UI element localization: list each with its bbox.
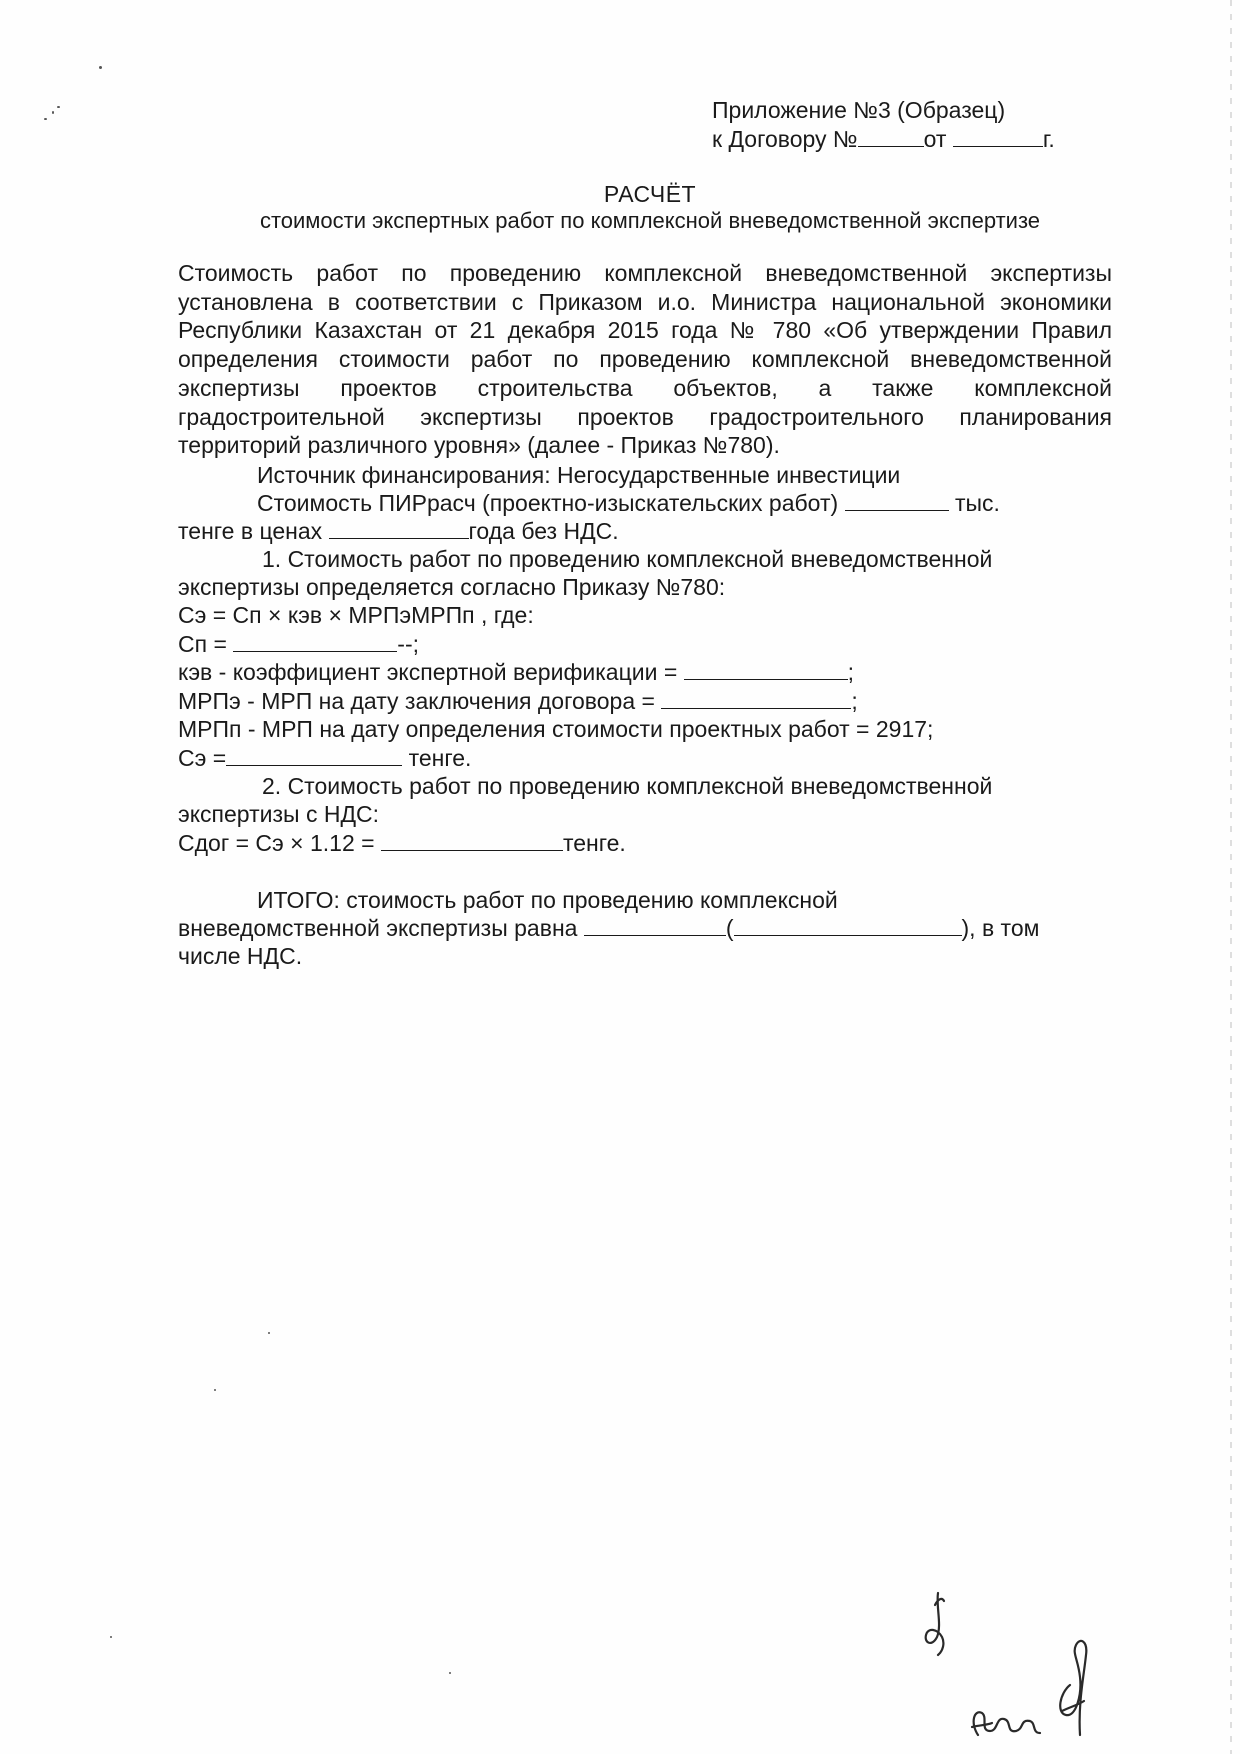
price-year-label: тенге в ценах <box>178 518 323 544</box>
pir-cost-label: Стоимость ПИРрасч (проектно-изыскательских работ) <box>257 490 839 516</box>
total-amount-label: вневедомственной экспертизы равна <box>178 915 578 941</box>
total-amount-line <box>178 914 1039 942</box>
scan-speck <box>57 106 60 108</box>
se-line <box>178 744 471 772</box>
pir-cost-unit: тыс. <box>954 490 1000 516</box>
scan-speck <box>110 1636 112 1638</box>
contract-reference-from: от <box>923 126 947 152</box>
pir-cost-blank <box>845 490 949 511</box>
contract-date-blank <box>953 126 1043 147</box>
kev-blank <box>684 659 848 680</box>
mrpe-suffix: ; <box>851 688 858 714</box>
appendix-title: Приложение №3 (Образец) <box>712 97 1006 123</box>
section-2-heading: 2. Стоимость работ по проведению комплексной вневедомственной <box>262 773 993 799</box>
contract-cost-label: Сдог = Сэ × 1.12 = <box>178 830 375 856</box>
appendix-header <box>712 96 1055 154</box>
total-words-open: ( <box>725 915 734 941</box>
contract-cost-blank <box>381 830 563 851</box>
sp-line <box>178 630 419 658</box>
mrpe-label: МРПэ - МРП на дату заключения договора = <box>178 688 655 714</box>
funding-source: Источник финансирования: Негосударственные инвестиции <box>257 462 901 488</box>
se-label: Сэ = <box>178 745 227 771</box>
sp-label: Сп = <box>178 631 227 657</box>
scan-speck <box>99 66 102 69</box>
section-1-heading: 1. Стоимость работ по проведению комплексной вневедомственной <box>262 546 993 572</box>
kev-label: кэв - коэффициент экспертной верификации = <box>178 659 678 685</box>
scan-speck <box>268 1332 270 1334</box>
se-unit: тенге. <box>408 745 472 771</box>
section-2-heading-cont: экспертизы с НДС: <box>178 801 380 827</box>
contract-reference <box>712 125 1055 154</box>
sp-blank <box>233 631 397 652</box>
kev-line <box>178 658 854 686</box>
document-subtitle: стоимости экспертных работ по комплексной вневедомственной экспертизе <box>259 208 1041 233</box>
scan-speck <box>449 1672 451 1674</box>
section-1-heading-cont: экспертизы определяется согласно Приказу №780: <box>178 574 726 600</box>
document-title: РАСЧЁТ <box>603 181 697 207</box>
total-vat-note: числе НДС. <box>178 943 303 969</box>
scan-speck <box>44 118 47 120</box>
pir-cost-line <box>257 489 1000 517</box>
total-words-close: ), в том <box>961 915 1040 941</box>
se-blank <box>226 745 402 766</box>
total-words-blank <box>734 915 962 936</box>
contract-cost-line <box>178 829 626 857</box>
price-year-suffix: года без НДС. <box>468 518 619 544</box>
scan-speck <box>52 111 54 114</box>
contract-cost-unit: тенге. <box>562 830 626 856</box>
contract-reference-prefix: к Договору № <box>712 126 858 152</box>
price-year-line <box>178 517 619 545</box>
contract-number-blank <box>858 126 924 147</box>
mrpe-blank <box>661 688 851 709</box>
scan-edge <box>1230 0 1232 1754</box>
handwritten-signature <box>920 1585 1120 1745</box>
sp-suffix: --; <box>397 631 419 657</box>
mrpp-line: МРПп - МРП на дату определения стоимости проектных работ = 2917; <box>178 716 934 742</box>
intro-paragraph: Стоимость работ по проведению комплексной вневедомственной экспертизы установлена в соответствии с Приказом и.о. Министра национальной экономики Республики Казахстан от 21 декабря 2015 года № 780 «Об утверждении Правил определения стоимости работ по проведению комплексной вневедомственной экспертизы проектов строительства объектов, а также комплексной градостроительной экспертизы проектов градостроительного планирования территорий различного уровня» (далее - Приказ №780). <box>178 260 1112 459</box>
kev-suffix: ; <box>847 659 855 685</box>
mrpe-line <box>178 687 858 715</box>
cost-formula: Сэ = Сп × кэв × МРПэМРПп , где: <box>178 602 534 628</box>
price-year-blank <box>329 518 469 539</box>
total-amount-blank <box>584 915 726 936</box>
scan-speck <box>214 1389 216 1391</box>
contract-reference-year: г. <box>1042 126 1055 152</box>
total-heading: ИТОГО: стоимость работ по проведению комплексной <box>257 887 838 913</box>
